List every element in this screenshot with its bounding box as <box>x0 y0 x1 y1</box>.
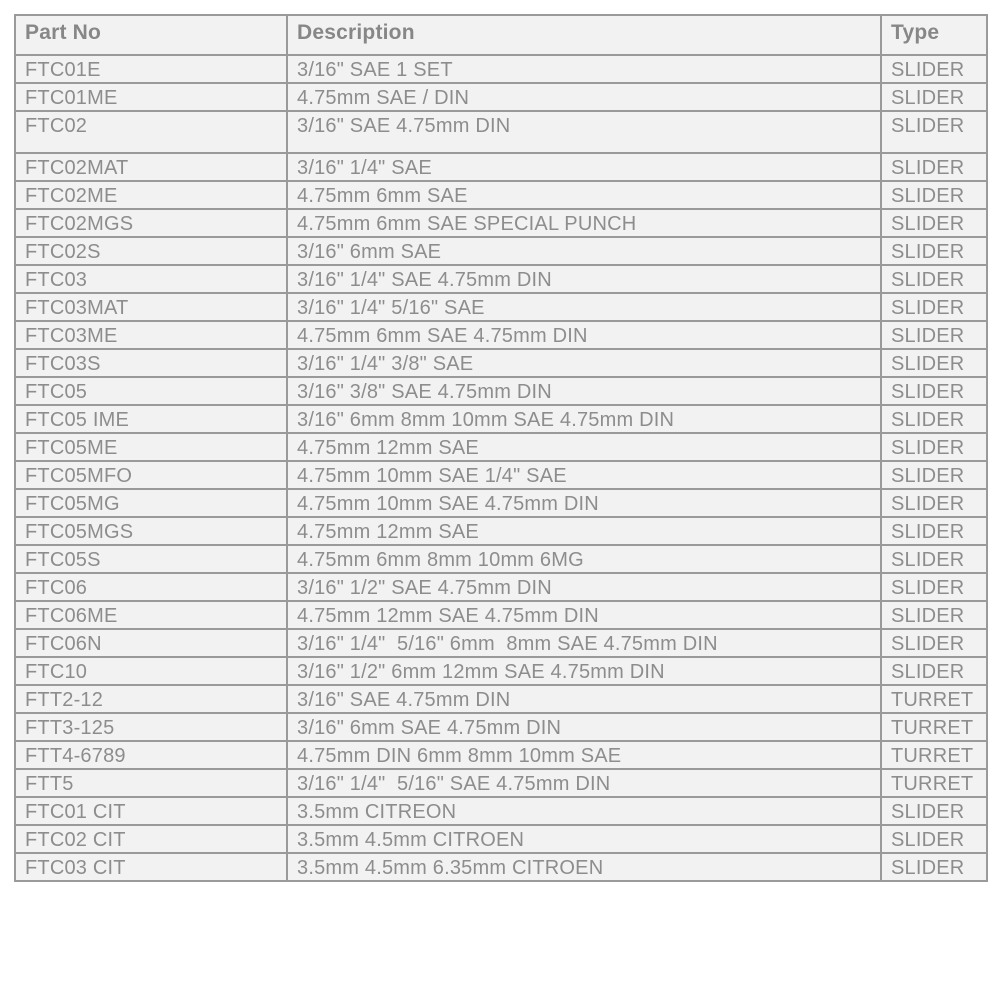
description-cell: 3.5mm CITREON <box>287 797 881 825</box>
part-no-cell: FTC02MAT <box>15 153 287 181</box>
part-no-cell: FTC05MFO <box>15 461 287 489</box>
type-cell: SLIDER <box>881 237 987 265</box>
description-cell: 3/16" 6mm SAE <box>287 237 881 265</box>
column-header-part-no: Part No <box>15 15 287 55</box>
description-cell: 4.75mm 6mm SAE 4.75mm DIN <box>287 321 881 349</box>
type-cell: SLIDER <box>881 489 987 517</box>
type-cell: SLIDER <box>881 433 987 461</box>
description-cell: 3/16" 1/4" 5/16" SAE <box>287 293 881 321</box>
table-row <box>15 377 987 405</box>
type-cell: SLIDER <box>881 797 987 825</box>
table-row <box>15 601 987 629</box>
description-cell: 3/16" 1/4" 5/16" SAE 4.75mm DIN <box>287 769 881 797</box>
table-row <box>15 349 987 377</box>
type-cell: SLIDER <box>881 545 987 573</box>
table-row <box>15 55 987 83</box>
type-cell: SLIDER <box>881 377 987 405</box>
type-cell: SLIDER <box>881 321 987 349</box>
table-row <box>15 111 987 153</box>
type-cell: SLIDER <box>881 461 987 489</box>
part-no-cell: FTC05MGS <box>15 517 287 545</box>
table-row <box>15 853 987 881</box>
table-row <box>15 713 987 741</box>
part-no-cell: FTC03 <box>15 265 287 293</box>
part-no-cell: FTC05S <box>15 545 287 573</box>
type-cell: TURRET <box>881 769 987 797</box>
table-row <box>15 825 987 853</box>
description-cell: 4.75mm 6mm SAE <box>287 181 881 209</box>
description-cell: 4.75mm DIN 6mm 8mm 10mm SAE <box>287 741 881 769</box>
type-cell: SLIDER <box>881 349 987 377</box>
description-cell: 3/16" 3/8" SAE 4.75mm DIN <box>287 377 881 405</box>
type-cell: TURRET <box>881 685 987 713</box>
description-cell: 4.75mm 12mm SAE <box>287 433 881 461</box>
column-header-description: Description <box>287 15 881 55</box>
description-cell: 3/16" 1/4" SAE <box>287 153 881 181</box>
type-cell: SLIDER <box>881 405 987 433</box>
type-cell: SLIDER <box>881 293 987 321</box>
description-cell: 3/16" 1/2" SAE 4.75mm DIN <box>287 573 881 601</box>
part-no-cell: FTC05 IME <box>15 405 287 433</box>
part-no-cell: FTC03 CIT <box>15 853 287 881</box>
table-row <box>15 405 987 433</box>
table-row <box>15 321 987 349</box>
description-cell: 3/16" 1/4" 3/8" SAE <box>287 349 881 377</box>
part-no-cell: FTC01 CIT <box>15 797 287 825</box>
part-no-cell: FTC02 CIT <box>15 825 287 853</box>
description-cell: 3/16" 6mm SAE 4.75mm DIN <box>287 713 881 741</box>
part-no-cell: FTC02MGS <box>15 209 287 237</box>
part-no-cell: FTT5 <box>15 769 287 797</box>
table-row <box>15 657 987 685</box>
description-cell: 3/16" SAE 4.75mm DIN <box>287 685 881 713</box>
table-row <box>15 237 987 265</box>
table-header <box>15 15 987 55</box>
table-row <box>15 685 987 713</box>
part-no-cell: FTC10 <box>15 657 287 685</box>
part-no-cell: FTC01ME <box>15 83 287 111</box>
part-no-cell: FTT2-12 <box>15 685 287 713</box>
description-cell: 3/16" SAE 1 SET <box>287 55 881 83</box>
part-no-cell: FTC03S <box>15 349 287 377</box>
description-cell: 4.75mm 10mm SAE 4.75mm DIN <box>287 489 881 517</box>
part-no-cell: FTC05MG <box>15 489 287 517</box>
description-cell: 3/16" 1/4" SAE 4.75mm DIN <box>287 265 881 293</box>
type-cell: SLIDER <box>881 181 987 209</box>
part-no-cell: FTC05ME <box>15 433 287 461</box>
description-cell: 4.75mm 6mm SAE SPECIAL PUNCH <box>287 209 881 237</box>
type-cell: TURRET <box>881 741 987 769</box>
table-row <box>15 153 987 181</box>
description-cell: 3.5mm 4.5mm CITROEN <box>287 825 881 853</box>
type-cell: SLIDER <box>881 83 987 111</box>
table-row <box>15 461 987 489</box>
table-row <box>15 489 987 517</box>
description-cell: 4.75mm 10mm SAE 1/4" SAE <box>287 461 881 489</box>
table-row <box>15 769 987 797</box>
table-row <box>15 265 987 293</box>
type-cell: SLIDER <box>881 153 987 181</box>
part-no-cell: FTC02ME <box>15 181 287 209</box>
part-no-cell: FTC06 <box>15 573 287 601</box>
table-row <box>15 181 987 209</box>
description-cell: 3/16" 6mm 8mm 10mm SAE 4.75mm DIN <box>287 405 881 433</box>
table-header-row <box>15 15 987 55</box>
description-cell: 4.75mm SAE / DIN <box>287 83 881 111</box>
table-row <box>15 209 987 237</box>
description-cell: 4.75mm 12mm SAE 4.75mm DIN <box>287 601 881 629</box>
part-no-cell: FTC02 <box>15 111 287 153</box>
type-cell: SLIDER <box>881 209 987 237</box>
part-no-cell: FTC06N <box>15 629 287 657</box>
table-row <box>15 741 987 769</box>
description-cell: 3/16" 1/2" 6mm 12mm SAE 4.75mm DIN <box>287 657 881 685</box>
parts-table <box>14 14 988 882</box>
type-cell: SLIDER <box>881 825 987 853</box>
type-cell: SLIDER <box>881 629 987 657</box>
table-row <box>15 293 987 321</box>
table-row <box>15 83 987 111</box>
type-cell: TURRET <box>881 713 987 741</box>
type-cell: SLIDER <box>881 517 987 545</box>
description-cell: 3/16" SAE 4.75mm DIN <box>287 111 881 153</box>
part-no-cell: FTT4-6789 <box>15 741 287 769</box>
table-row <box>15 797 987 825</box>
part-no-cell: FTC03MAT <box>15 293 287 321</box>
description-cell: 3/16" 1/4" 5/16" 6mm 8mm SAE 4.75mm DIN <box>287 629 881 657</box>
column-header-type: Type <box>881 15 987 55</box>
type-cell: SLIDER <box>881 657 987 685</box>
type-cell: SLIDER <box>881 265 987 293</box>
type-cell: SLIDER <box>881 573 987 601</box>
part-no-cell: FTT3-125 <box>15 713 287 741</box>
part-no-cell: FTC06ME <box>15 601 287 629</box>
part-no-cell: FTC02S <box>15 237 287 265</box>
part-no-cell: FTC01E <box>15 55 287 83</box>
description-cell: 4.75mm 6mm 8mm 10mm 6MG <box>287 545 881 573</box>
description-cell: 4.75mm 12mm SAE <box>287 517 881 545</box>
table-row <box>15 573 987 601</box>
table-row <box>15 545 987 573</box>
type-cell: SLIDER <box>881 111 987 153</box>
type-cell: SLIDER <box>881 853 987 881</box>
table-row <box>15 629 987 657</box>
type-cell: SLIDER <box>881 601 987 629</box>
part-no-cell: FTC03ME <box>15 321 287 349</box>
table-row <box>15 433 987 461</box>
part-no-cell: FTC05 <box>15 377 287 405</box>
table-body <box>15 55 987 881</box>
type-cell: SLIDER <box>881 55 987 83</box>
description-cell: 3.5mm 4.5mm 6.35mm CITROEN <box>287 853 881 881</box>
table-row <box>15 517 987 545</box>
